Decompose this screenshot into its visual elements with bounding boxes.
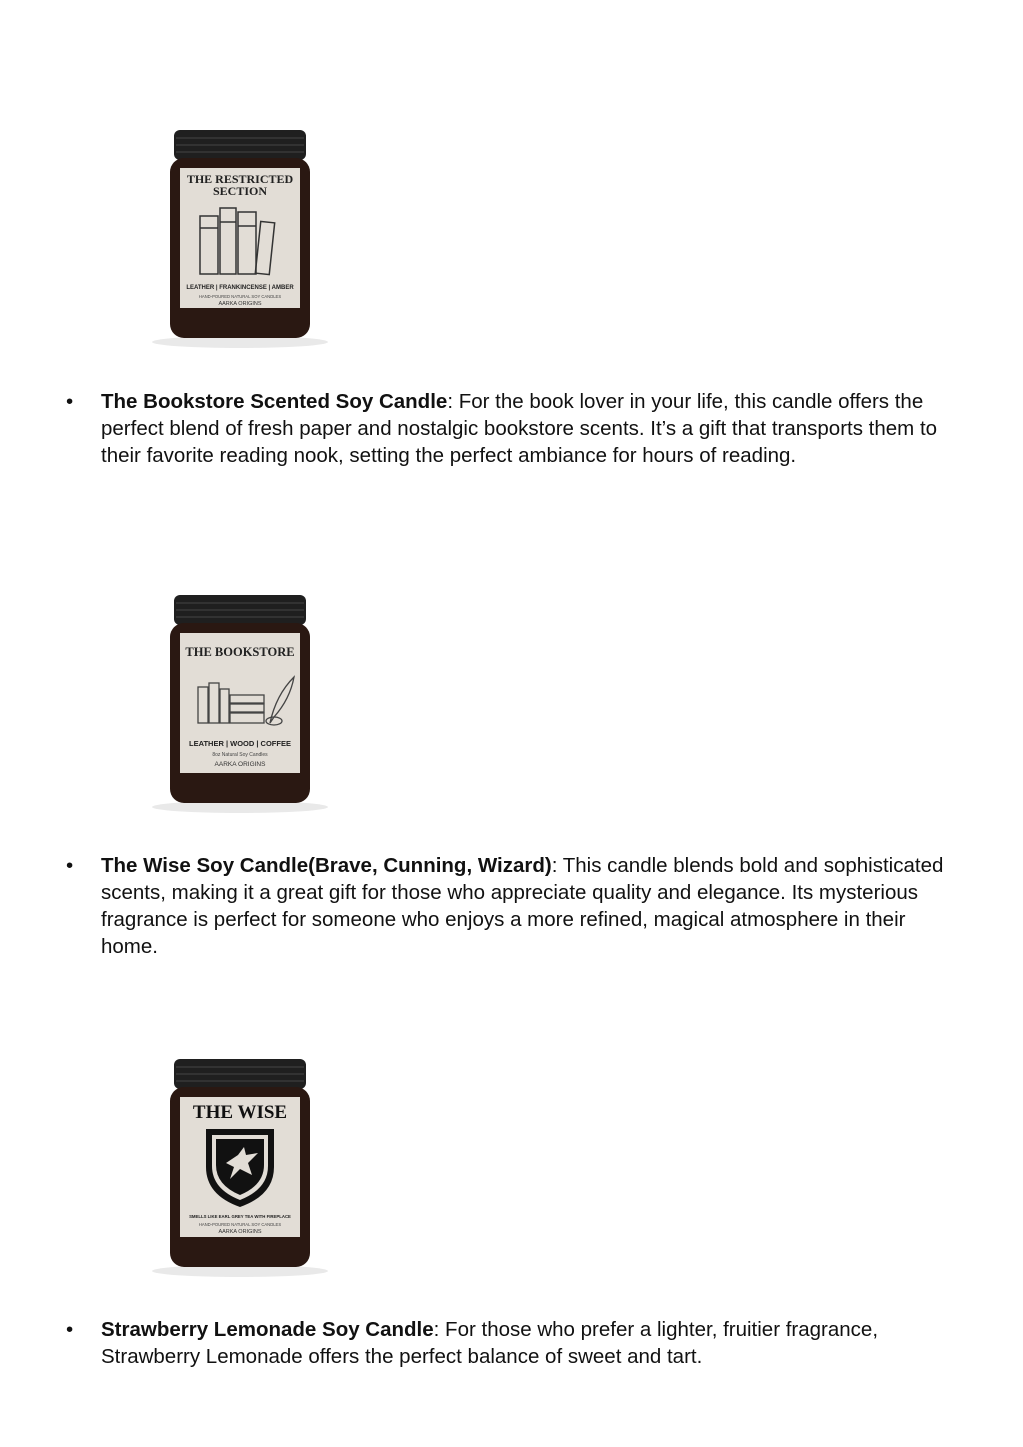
candle-label-sub: 8oz Natural Soy Candles <box>212 752 268 758</box>
item-description: : For those who prefer a lighter, fruitier fragrance, Strawberry Lemonade offers the perfect balance of sweet and tart. <box>101 1318 879 1368</box>
candle-label-title: THE WISE <box>192 1102 288 1123</box>
candle-jar-illustration <box>140 1055 340 1280</box>
candle-label-sub: HAND-POURED NATURAL SOY CANDLES <box>198 294 282 299</box>
list-bullet: • <box>66 390 74 413</box>
item-title: The Wise Soy Candle(Brave, Cunning, Wizard) <box>101 854 552 877</box>
candle-image-restricted-section <box>140 126 340 351</box>
candle-label-title: THE BOOKSTORE <box>185 645 295 659</box>
list-item-bookstore <box>66 388 966 469</box>
candle-label-title: THE RESTRICTED <box>186 172 294 186</box>
item-title: Strawberry Lemonade Soy Candle <box>101 1318 434 1341</box>
candle-label-notes: LEATHER | FRANKINCENSE | AMBER <box>186 285 294 291</box>
list-bullet: • <box>66 854 74 877</box>
item-description: : This candle blends bold and sophisticated scents, making it a great gift for those who appreciate quality and elegance. Its mysterious fragrance is perfect for someone who enjoys a more refined, magical atmosphere in their home. <box>101 854 944 958</box>
list-bullet: • <box>66 1318 74 1341</box>
candle-label-brand: AARKA ORIGINS <box>214 761 266 768</box>
item-title: The Bookstore Scented Soy Candle <box>101 390 448 413</box>
list-item-wise <box>66 852 966 960</box>
list-item-strawberry-lemonade <box>66 1316 966 1370</box>
candle-label-brand: AARKA ORIGINS <box>218 1229 262 1235</box>
candle-jar-illustration <box>140 126 340 351</box>
candle-image-bookstore <box>140 591 340 816</box>
candle-label-brand: AARKA ORIGINS <box>218 301 262 307</box>
candle-label-sub: HAND-POURED NATURAL SOY CANDLES <box>198 1222 282 1227</box>
candle-label-subtitle: SECTION <box>212 184 268 198</box>
item-description: : For the book lover in your life, this candle offers the perfect blend of fresh paper and nostalgic bookstore scents. It’s a gift that transports them to their favorite reading nook, setting the perfect ambiance for hours of reading. <box>101 390 938 467</box>
candle-image-wise <box>140 1055 340 1280</box>
candle-label-notes: LEATHER | WOOD | COFFEE <box>189 739 291 748</box>
candle-label-notes: SMELLS LIKE EARL GREY TEA WITH FIREPLACE <box>189 1214 291 1219</box>
candle-jar-illustration <box>140 591 340 816</box>
